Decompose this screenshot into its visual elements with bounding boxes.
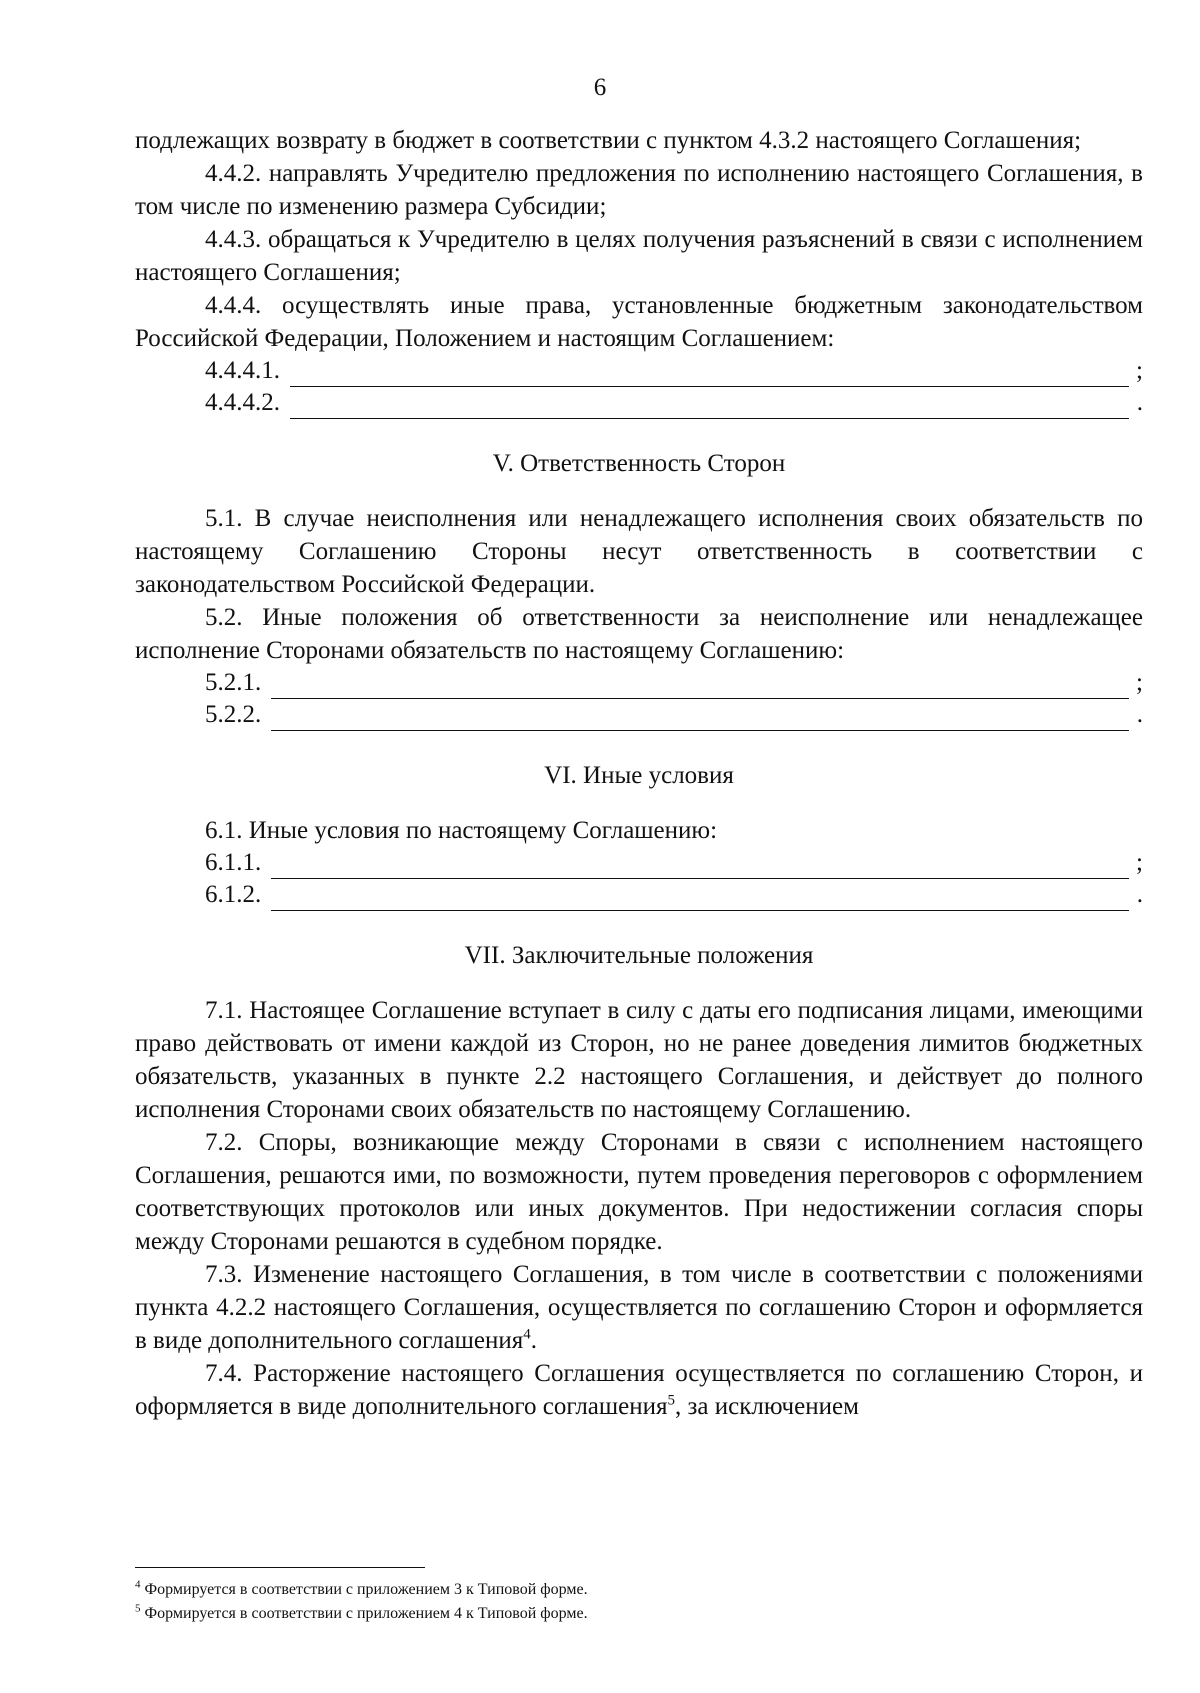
fill-line-end: ; xyxy=(1136,849,1143,876)
paragraph-text: . xyxy=(530,1327,537,1354)
paragraph-4-4-4: 4.4.4. осуществлять иные права, установленные бюджетным законодательством Российской Федерации, Положением и настоящим Соглашением: xyxy=(135,292,1143,352)
fill-line-6-1-1 xyxy=(135,847,1143,879)
fill-blank xyxy=(271,854,1129,879)
paragraph-5-1: 5.1. В случае неисполнения или ненадлежащего исполнения своих обязательств по настоящему Соглашению Стороны несут ответственность в соответствии с законодательством Российской Федерации. xyxy=(135,505,1143,598)
footnote-text: Формируется в соответствии с приложением 4 к Типовой форме. xyxy=(144,1605,588,1622)
footnotes xyxy=(135,1578,1035,1626)
document-body xyxy=(135,124,1143,1423)
fill-line-end: ; xyxy=(1136,669,1143,696)
fill-line-end: . xyxy=(1136,701,1143,728)
paragraph-7-3 xyxy=(135,1258,1143,1357)
paragraph-text: 7.3. Изменение настоящего Соглашения, в том числе в соответствии с положениями пункта 4.2.2 настоящего Соглашения, осуществляется по соглашению Сторон и оформляется в виде дополнительного соглашения xyxy=(135,1261,1143,1354)
footnote-5 xyxy=(135,1602,1035,1626)
fill-line-number: 4.4.4.2. xyxy=(205,389,280,416)
section-heading-v: V. Ответственность Сторон xyxy=(492,450,786,477)
footnote-4 xyxy=(135,1578,1035,1602)
fill-line-number: 5.2.1. xyxy=(205,669,262,696)
footnote-ref-5[interactable]: 5 xyxy=(667,1392,676,1409)
paragraph-7-2: 7.2. Споры, возникающие между Сторонами в связи с исполнением настоящего Соглашения, решаются ими, по возможности, путем проведения переговоров с оформлением соответствующих протоколов или иных документов. При недостижении согласия споры между Сторонами решаются в судебном порядке. xyxy=(135,1129,1143,1255)
fill-blank xyxy=(290,394,1129,419)
paragraph-4-4-3: 4.4.3. обращаться к Учредителю в целях получения разъяснений в связи с исполнением настоящего Соглашения; xyxy=(135,226,1143,286)
fill-line-number: 6.1.2. xyxy=(205,881,262,908)
fill-line-end: . xyxy=(1136,881,1143,908)
paragraph-7-1: 7.1. Настоящее Соглашение вступает в силу с даты его подписания лицами, имеющими право действовать от имени каждой из Сторон, но не ранее доведения лимитов бюджетных обязательств, указанных в пункте 2.2 настоящего Соглашения, и действует до полного исполнения Сторонами своих обязательств по настоящему Соглашению. xyxy=(135,997,1143,1123)
page-number: 6 xyxy=(593,74,607,101)
fill-line-end: ; xyxy=(1136,357,1143,384)
fill-line-5-2-2 xyxy=(135,699,1143,731)
fill-line-number: 6.1.1. xyxy=(205,849,262,876)
fill-line-4-4-4-2 xyxy=(135,387,1143,419)
fill-blank xyxy=(271,886,1129,911)
fill-line-5-2-1 xyxy=(135,667,1143,699)
footnote-text: Формируется в соответствии с приложением 3 к Типовой форме. xyxy=(144,1581,588,1598)
fill-blank xyxy=(290,362,1129,387)
footnote-mark: 4 xyxy=(135,1578,141,1591)
paragraph-5-2: 5.2. Иные положения об ответственности за неисполнение или ненадлежащее исполнение Сторонами обязательств по настоящему Соглашению: xyxy=(135,604,1143,664)
fill-line-number: 4.4.4.1. xyxy=(205,357,280,384)
paragraph-text: 7.4. Расторжение настоящего Соглашения осуществляется по соглашению Сторон, и оформляется в виде дополнительного соглашения xyxy=(135,1360,1143,1420)
fill-blank xyxy=(271,674,1129,699)
fill-line-6-1-2 xyxy=(135,879,1143,911)
footnote-ref-4[interactable]: 4 xyxy=(523,1326,531,1343)
section-heading-vii: VII. Заключительные положения xyxy=(464,942,814,969)
fill-line-number: 5.2.2. xyxy=(205,701,262,728)
section-heading-vi: VI. Иные условия xyxy=(544,762,734,789)
paragraph-4-4-2: 4.4.2. направлять Учредителю предложения по исполнению настоящего Соглашения, в том числе по изменению размера Субсидии; xyxy=(135,160,1143,220)
paragraph-7-4 xyxy=(135,1357,1143,1423)
footnote-separator xyxy=(135,1567,425,1568)
fill-blank xyxy=(271,706,1129,731)
paragraph-6-1: 6.1. Иные условия по настоящему Соглашению: xyxy=(205,817,718,844)
fill-line-4-4-4-1 xyxy=(135,355,1143,387)
paragraph-text: , за исключением xyxy=(675,1393,859,1420)
footnote-mark: 5 xyxy=(135,1602,141,1615)
paragraph-continuation: подлежащих возврату в бюджет в соответствии с пунктом 4.3.2 настоящего Соглашения; xyxy=(135,127,1082,154)
fill-line-end: . xyxy=(1136,389,1143,416)
